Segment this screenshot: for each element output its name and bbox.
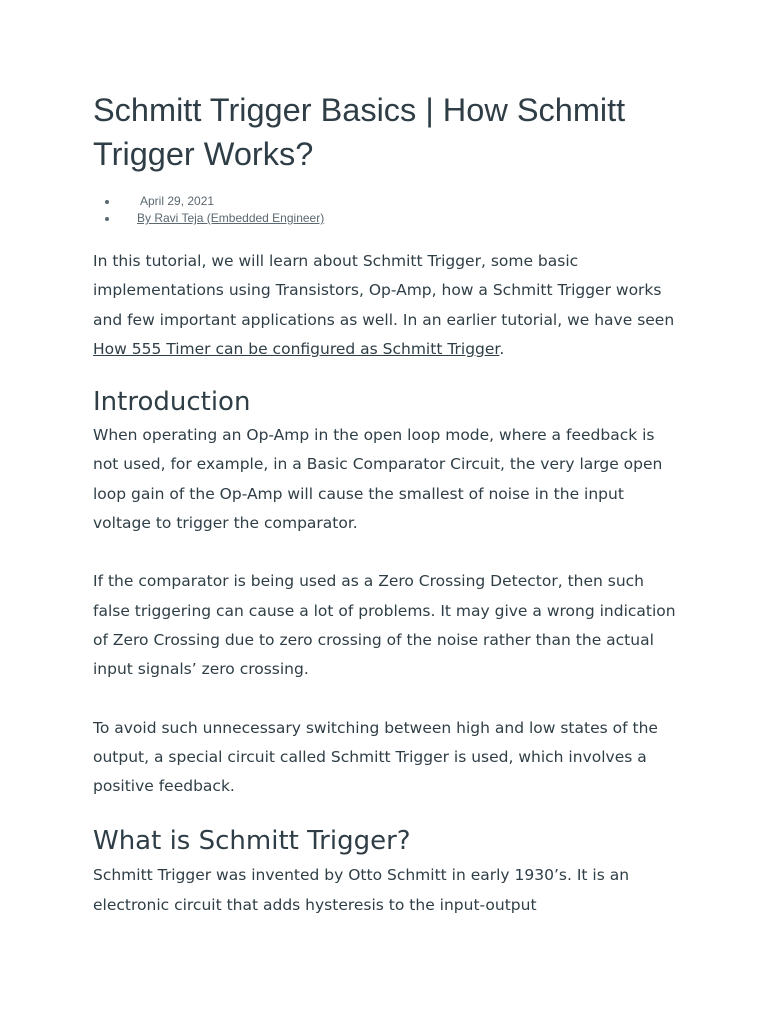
paragraph: To avoid such unnecessary switching between high and low states of the output, a special circuit called Schmitt Trigger is used, which involves a positive feedback. [93,718,658,796]
post-meta-list [93,193,683,227]
article [93,88,683,920]
post-author [119,210,683,227]
section-heading-introduction: Introduction [93,387,251,418]
intro-paragraph [93,247,683,364]
section-heading-what-is-schmitt-trigger: What is Schmitt Trigger? [93,826,411,857]
intro-text-end: . [499,339,505,358]
post-date-text: April 29, 2021 [140,194,215,208]
author-link[interactable]: By Ravi Teja (Embedded Engineer) [137,211,325,225]
intro-text: In this tutorial, we will learn about Schmitt Trigger, some basic implementations using Transistors, Op-Amp, how a Schmitt Trigger works and few important applications as well. In an earlier tutorial, we have seen [93,252,675,329]
paragraph: If the comparator is being used as a Zero Crossing Detector, then such false triggering can cause a lot of problems. It may give a wrong indication of Zero Crossing due to zero crossing of the noise rather than the actual input signals’ zero crossing. [93,572,676,679]
post-date [119,193,683,210]
paragraph: Schmitt Trigger was invented by Otto Schmitt in early 1930’s. It is an electronic circuit that adds hysteresis to the input-output [93,866,630,914]
555-timer-schmitt-link[interactable]: How 555 Timer can be configured as Schmitt Trigger [93,339,500,358]
paragraph: When operating an Op-Amp in the open loop mode, where a feedback is not used, for example, in a Basic Comparator Circuit, the very large open loop gain of the Op-Amp will cause the smallest of noise in the input voltage to trigger the comparator. [93,426,663,533]
page-title: Schmitt Trigger Basics | How Schmitt Trigger Works? [93,92,626,172]
